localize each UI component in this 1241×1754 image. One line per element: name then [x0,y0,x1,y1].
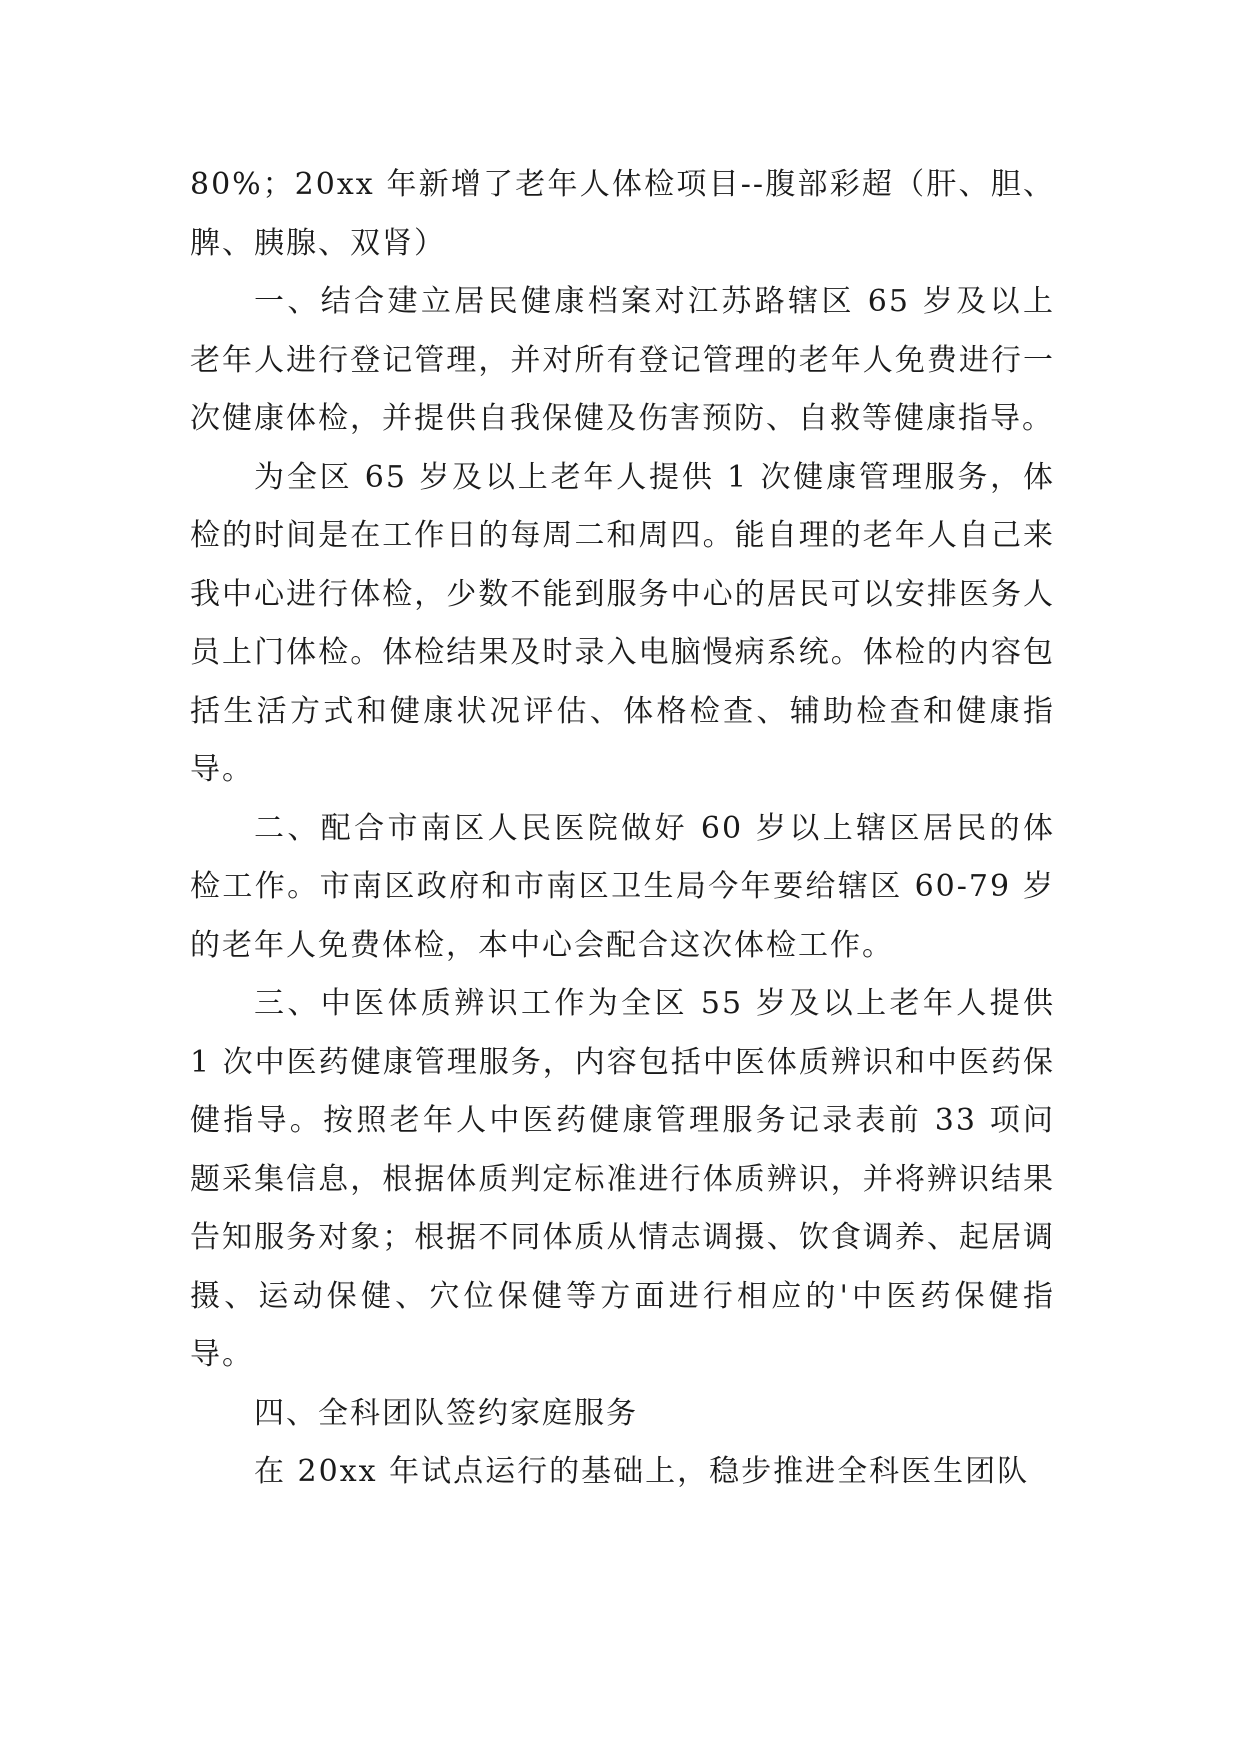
paragraph-4: 二、配合市南区人民医院做好 60 岁以上辖区居民的体检工作。市南区政府和市南区卫生局今年要给辖区 60-79 岁的老年人免费体检，本中心会配合这次体检工作。 [190,810,1055,963]
paragraph-6-heading: 四、全科团队签约家庭服务 [254,1395,638,1431]
paragraph-1: 80%；20xx 年新增了老年人体检项目--腹部彩超（肝、胆、脾、胰腺、双肾） [190,167,1055,261]
body-text [190,156,1055,1502]
paragraph-7: 在 20xx 年试点运行的基础上，稳步推进全科医生团队 [254,1454,1030,1489]
paragraph-5: 三、中医体质辨识工作为全区 55 岁及以上老年人提供 1 次中医药健康管理服务，内容包括中医体质辨识和中医药保健指导。按照老年人中医药健康管理服务记录表前 33 项问题采集信息，根据体质判定标准进行体质辨识，并将辨识结果告知服务对象；根据不同体质从情志调摄、饮食调养、起居调摄、运动保健、穴位保健等方面进行相应的'中医药保健指导。 [190,986,1055,1372]
paragraph-3: 为全区 65 岁及以上老年人提供 1 次健康管理服务，体检的时间是在工作日的每周二和周四。能自理的老年人自己来我中心进行体检，少数不能到服务中心的居民可以安排医务人员上门体检。体检结果及时录入电脑慢病系统。体检的内容包括生活方式和健康状况评估、体格检查、辅助检查和健康指导。 [190,459,1055,787]
paragraph-2: 一、结合建立居民健康档案对江苏路辖区 65 岁及以上老年人进行登记管理，并对所有登记管理的老年人免费进行一次健康体检，并提供自我保健及伤害预防、自救等健康指导。 [190,284,1055,436]
